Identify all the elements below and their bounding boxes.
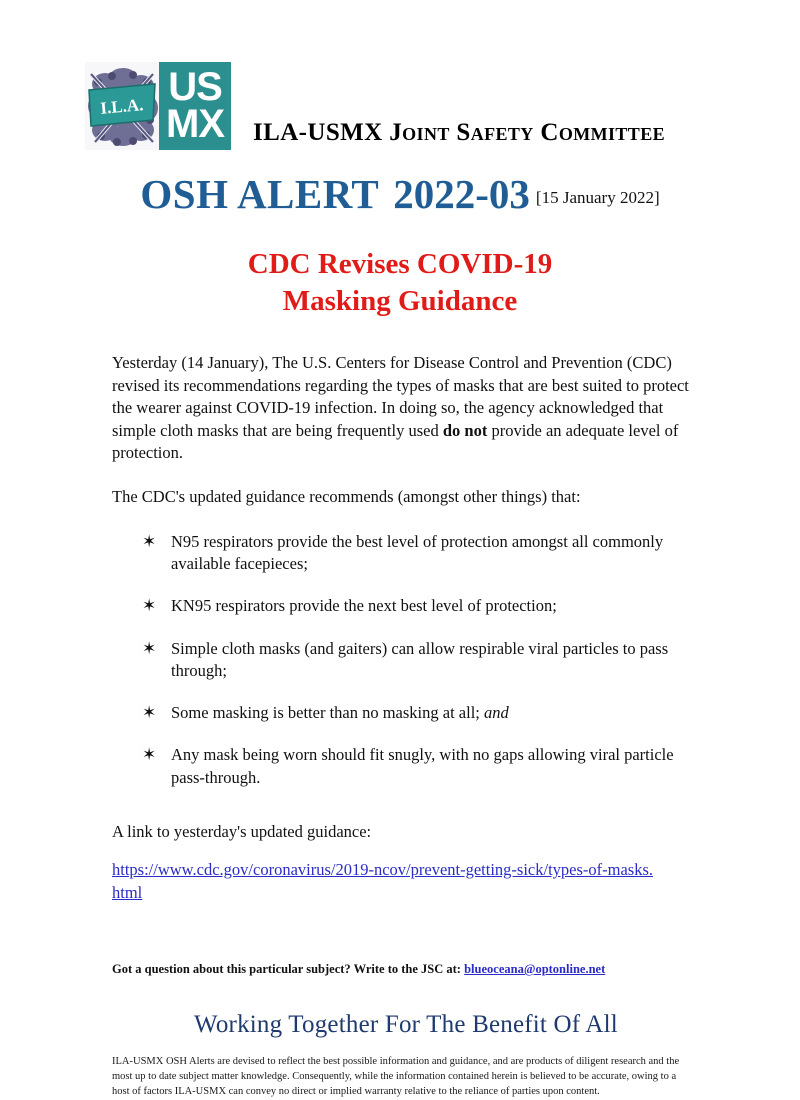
star-bullet-icon: ✶: [142, 531, 157, 552]
ila-emblem-icon: [85, 62, 159, 150]
svg-text:I.L.A.: I.L.A.: [99, 95, 145, 118]
headline-line-1: CDC Revises COVID-19: [247, 248, 553, 280]
intro-paragraph-emphasis: do not: [442, 420, 488, 440]
list-item: [142, 744, 690, 789]
list-item-text: Any mask being worn should fit snugly, with no gaps allowing viral particle pass-through.: [171, 745, 674, 787]
jsc-email-link[interactable]: blueoceana@optonline.net: [464, 961, 606, 976]
alert-number: 2022-03: [393, 171, 530, 217]
link-intro-text: A link to yesterday's updated guidance:: [112, 821, 372, 841]
list-item-text: N95 respirators provide the best level of protection amongst all commonly available facepieces;: [171, 531, 664, 574]
cdc-guidance-link[interactable]: https://www.cdc.gov/coronavirus/2019-ncov/prevent-getting-sick/types-of-masks.html: [112, 860, 654, 903]
list-item-text: Simple cloth masks (and gaiters) can allow respirable viral particles to pass through;: [171, 638, 669, 680]
intro-paragraph-part2: provide an adequate level of protection.: [112, 420, 679, 462]
alert-title: OSH ALERT: [140, 171, 380, 217]
list-item: [142, 638, 690, 683]
intro-paragraph-part1: Yesterday (14 January), The U.S. Centers for Disease Control and Prevention (CDC) revised its recommendations regarding the types of masks that are best suited to protect the wearer against COVID-19 infection. In doing so, the agency acknowledged that simple cloth masks that are being frequently used: [112, 353, 689, 440]
star-bullet-icon: ✶: [142, 745, 157, 766]
page-title: [0, 246, 800, 320]
document-footer: [0, 961, 800, 1100]
usmx-line-1: US: [168, 65, 222, 110]
jsc-contact-line: [112, 961, 700, 977]
alert-date: [15 January 2022]: [535, 188, 660, 207]
list-item: [142, 595, 690, 617]
list-item: [142, 702, 690, 724]
intro-paragraph: [112, 352, 690, 464]
guidance-list: [112, 531, 690, 789]
star-bullet-icon: ✶: [142, 703, 157, 724]
headline-line-2: Masking Guidance: [282, 285, 518, 318]
committee-title: ILA-USMX Joint Safety Committee: [253, 119, 666, 146]
masthead: [0, 0, 800, 150]
list-item-text: Some masking is better than no masking at all;: [171, 703, 484, 723]
disclaimer-text: ILA-USMX OSH Alerts are devised to reflect the best possible information and guidance, and are products of diligent research and the most up to date subject matter knowledge. Consequently, while the information contained herein is believed to be accurate, owing to a host of factors ILA-USMX can convey no direct or implied warranty relative to the reliance of parties upon content.: [112, 1056, 680, 1097]
list-item: [142, 531, 690, 576]
star-bullet-icon: ✶: [142, 638, 157, 659]
guidance-lead-in: The CDC's updated guidance recommends (amongst other things) that:: [112, 487, 581, 507]
list-item-emphasis: and: [484, 703, 509, 723]
alert-heading-row: [0, 170, 800, 218]
star-bullet-icon: ✶: [142, 596, 157, 617]
list-item-text: KN95 respirators provide the next best level of protection;: [171, 596, 557, 616]
document-body: [0, 352, 800, 905]
usmx-line-2: MX: [166, 102, 224, 146]
usmx-logo: [159, 62, 231, 150]
guidance-link-block: [112, 859, 657, 905]
logo-block: [85, 62, 231, 150]
tagline: Working Together For The Benefit Of All: [194, 1011, 618, 1039]
jsc-contact-prompt: Got a question about this particular subject? Write to the JSC at:: [112, 961, 465, 976]
